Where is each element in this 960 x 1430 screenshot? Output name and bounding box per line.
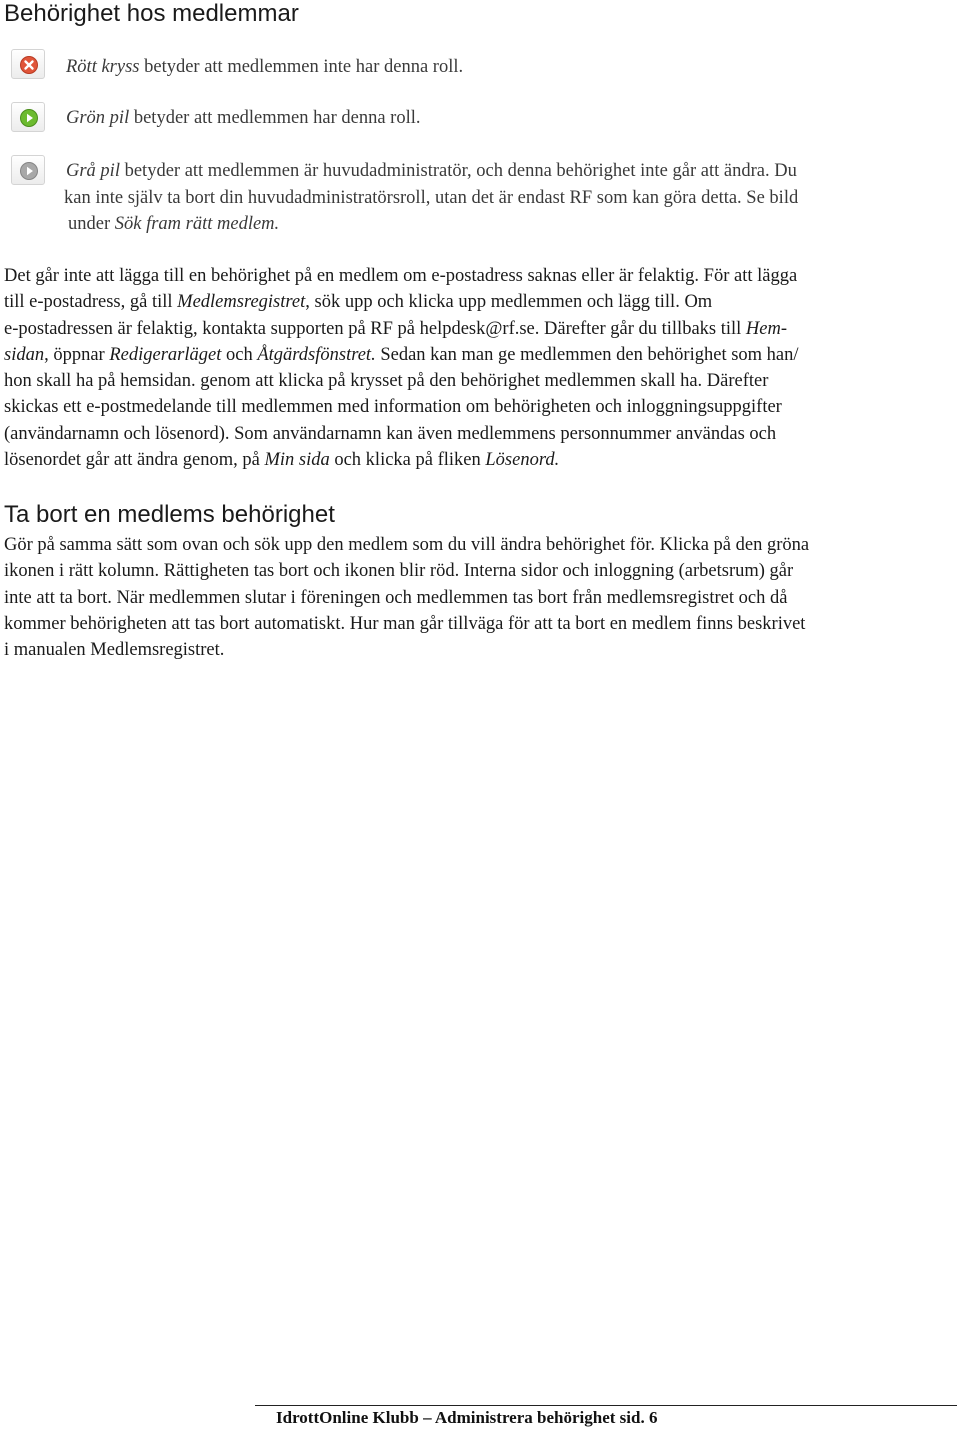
para1-l4-post: Sedan kan man ge medlemmen den behörighet som han/ xyxy=(375,344,799,365)
para1-line-6: skickas ett e-postmedelande till medlemmen med information om behörigheten och inloggningsuppgifter xyxy=(4,397,782,418)
legend-green-text xyxy=(66,105,421,131)
para1-line-2 xyxy=(4,289,956,315)
legend-gray-text xyxy=(66,158,956,238)
legend-gray-line1-text: betyder att medlemmen är huvudadministratör, och denna behörighet inte går att ändra. Du xyxy=(119,161,797,181)
section-heading-remove: Ta bort en medlems behörighet xyxy=(4,501,335,528)
para2-line-4: kommer behörigheten att tas bort automatiskt. Hur man går tillväga för att ta bort en medlem finns beskrivet xyxy=(4,613,806,634)
para1-line-5: hon skall ha på hemsidan. genom att klicka på krysset på den behörighet medlemmen skall ha. Därefter xyxy=(4,371,769,392)
para1-l4-em1: sidan xyxy=(4,344,45,365)
legend-gray-line-2: kan inte själv ta bort din huvudadministratörsroll, utan det är endast RF som kan göra detta. Se bild xyxy=(64,187,799,208)
green-arrow-icon-box xyxy=(11,102,45,132)
legend-gray-line-3 xyxy=(66,211,956,238)
page-heading: Behörighet hos medlemmar xyxy=(4,0,299,27)
para1-l2-pre: till e-postadress, gå till xyxy=(4,292,178,313)
legend-gray-line3-em: Sök fram rätt medlem. xyxy=(114,214,280,234)
para1-line-1: Det går inte att lägga till en behörighet på en medlem om e-postadress saknas eller är felaktig. För att lägga xyxy=(4,266,798,286)
para1-l3-pre: e-postadressen är felaktig, kontakta supporten på RF på helpdesk@rf.se. Därefter går du tillbaks till xyxy=(4,318,746,339)
para1-l8-em1: Min sida xyxy=(264,450,330,471)
para1-l4-mid2: och xyxy=(221,344,258,365)
para2-line-5: i manualen Medlemsregistret. xyxy=(4,640,225,661)
para1-l2-em: Medlemsregistret xyxy=(177,292,306,313)
gray-arrow-icon xyxy=(19,161,39,181)
red-cross-icon xyxy=(19,55,39,75)
para1-l2-post: , sök upp och klicka upp medlemmen och lägg till. Om xyxy=(305,292,713,313)
gray-arrow-icon-box xyxy=(11,155,45,185)
legend-red-em: Rött kryss xyxy=(66,57,140,77)
red-cross-icon-box xyxy=(11,49,45,79)
para1-l8-em2: Lösenord. xyxy=(485,450,560,471)
para1-line-8 xyxy=(4,447,956,473)
para1-l8-mid: och klicka på fliken xyxy=(329,450,486,471)
para1-l4-em3: Åtgärdsfönstret. xyxy=(257,344,376,365)
paragraph-email-requirement xyxy=(4,263,956,473)
para1-l4-em2: Redigerarläget xyxy=(109,344,222,365)
legend-gray-line3-pre: under xyxy=(68,214,115,234)
page-footer: IdrottOnline Klubb – Administrera behörighet sid. 6 xyxy=(276,1408,658,1427)
legend-gray-em: Grå pil xyxy=(66,161,120,181)
para2-line-1: Gör på samma sätt som ovan och sök upp den medlem som du vill ändra behörighet för. Klicka på den gröna xyxy=(4,535,810,555)
para1-line-3 xyxy=(4,316,956,342)
legend-green-rest: betyder att medlemmen har denna roll. xyxy=(129,108,421,128)
paragraph-remove-permission xyxy=(4,532,956,663)
legend-red-rest: betyder att medlemmen inte har denna roll. xyxy=(139,57,464,77)
green-arrow-icon xyxy=(19,108,39,128)
para1-line-4 xyxy=(4,342,956,368)
legend-green-em: Grön pil xyxy=(66,108,130,128)
para2-line-2: ikonen i rätt kolumn. Rättigheten tas bort och ikonen blir röd. Interna sidor och inloggning (arbetsrum) går xyxy=(4,561,794,582)
para1-l4-mid1: , öppnar xyxy=(44,344,110,365)
footer-rule xyxy=(255,1405,957,1406)
para1-l8-pre: lösenordet går att ändra genom, på xyxy=(4,450,265,471)
legend-gray-line-1 xyxy=(66,158,956,185)
para2-line-3: inte att ta bort. När medlemmen slutar i föreningen och medlemmen tas bort från medlemsregistret och då xyxy=(4,587,788,608)
para1-l3-em: Hem- xyxy=(745,318,788,339)
para1-line-7: (användarnamn och lösenord). Som användarnamn kan även medlemmens personnummer användas och xyxy=(4,423,777,444)
legend-red-text xyxy=(66,54,463,80)
